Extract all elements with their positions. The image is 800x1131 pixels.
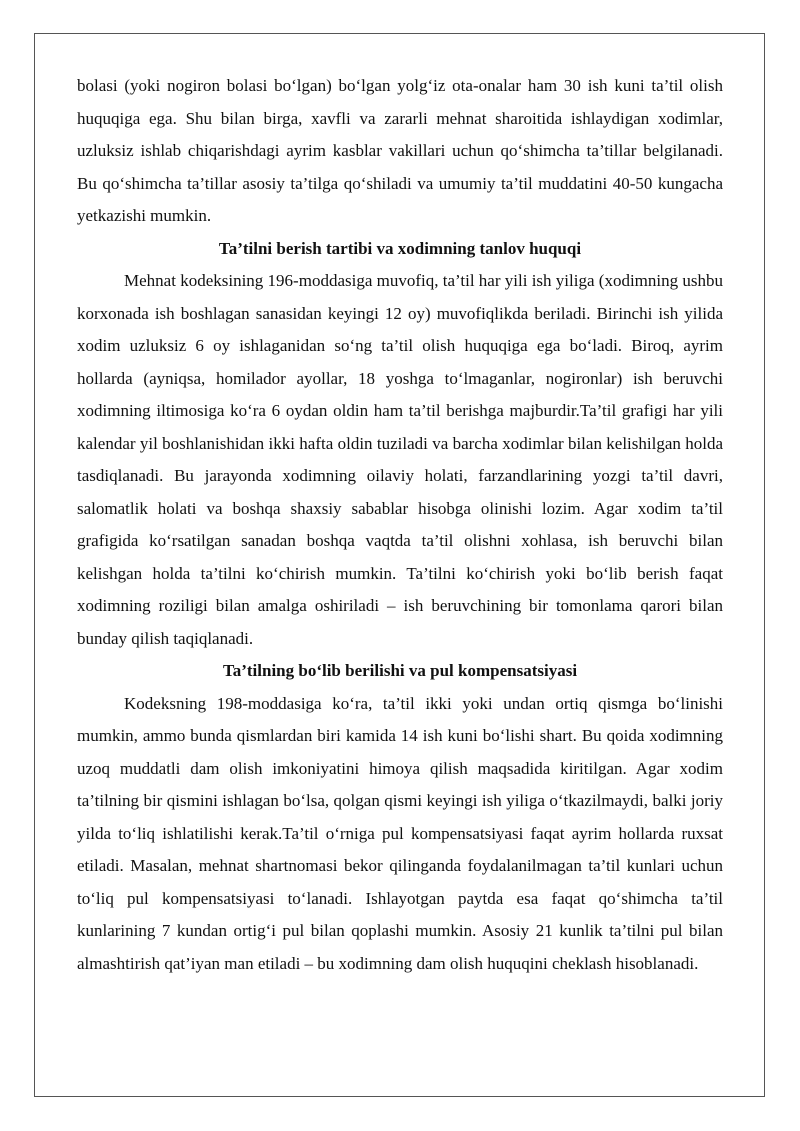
document-body <box>77 70 723 980</box>
paragraph-vacation-split: Kodeksning 198-moddasiga ko‘ra, ta’til ikki yoki undan ortiq qismga bo‘linishi mumkin, ammo bunda qismlardan biri kamida 14 ish kuni bo‘lishi shart. Bu qoida xodimning uzoq muddatli dam olish imkoniyatini himoya qilish maqsadida kiritilgan. Agar xodim ta’tilning bir qismini ishlagan bo‘lsa, qolgan qismi keyingi ish yiliga o‘tkazilmaydi, balki joriy yilda to‘liq ishlatilishi kerak.Ta’til o‘rniga pul kompensatsiyasi faqat ayrim hollarda ruxsat etiladi. Masalan, mehnat shartnomasi bekor qilinganda foydalanilmagan ta’til kunlari uchun to‘liq pul kompensatsiyasi to‘lanadi. Ishlayotgan paytda esa faqat qo‘shimcha ta’til kunlarining 7 kundan ortig‘i pul bilan qoplashi mumkin. Asosiy 21 kunlik ta’tilni pul bilan almashtirish qat’iyan man etiladi – bu xodimning dam olish huquqini cheklash hisoblanadi. <box>77 693 723 973</box>
paragraph-vacation-order: Mehnat kodeksining 196-moddasiga muvofiq, ta’til har yili ish yiliga (xodimning ushbu korxonada ish boshlagan sanasidan keyingi 12 oy) muvofiqlikda beriladi. Birinchi ish yilida xodim uzluksiz 6 oy ishlaganidan so‘ng ta’til olish huquqiga ega bo‘ladi. Biroq, ayrim hollarda (ayniqsa, homilador ayollar, 18 yoshga to‘lmaganlar, nogironlar) ish beruvchi xodimning iltimosiga ko‘ra 6 oydan oldin ham ta’til berishga majburdir.Ta’til grafigi har yili kalendar yil boshlanishidan ikki hafta oldin tuziladi va barcha xodimlar bilan kelishilgan holda tasdiqlanadi. Bu jarayonda xodimning oilaviy holati, farzandlarining yozgi ta’til davri, salomatlik holati va boshqa shaxsiy sabablar hisobga olinishi lozim. Agar xodim ta’til grafigida ko‘rsatilgan sanadan boshqa vaqtda ta’til olishni xohlasa, ish beruvchi bilan kelishgan holda ta’tilni ko‘chirish mumkin. Ta’tilni ko‘chirish yoki bo‘lib berish faqat xodimning roziligi bilan amalga oshiriladi – ish beruvchining bir tomonlama qarori bilan bunday qilish taqiqlanadi. <box>77 271 723 648</box>
paragraph-continuation: bolasi (yoki nogiron bolasi bo‘lgan) bo‘lgan yolg‘iz ota-onalar ham 30 ish kuni ta’til olish huquqiga ega. Shu bilan birga, xavfli va zararli mehnat sharoitida ishlaydigan xodimlar, uzluksiz ishlab chiqarishdagi ayrim kasblar vakillari uchun qo‘shimcha ta’tillar belgilanadi. Bu qo‘shimcha ta’tillar asosiy ta’tilga qo‘shiladi va umumiy ta’til muddatini 40-50 kungacha yetkazishi mumkin. <box>77 76 723 225</box>
section-heading-vacation-order: Ta’tilni berish tartibi va xodimning tanlov huquqi <box>218 238 582 258</box>
section-heading-vacation-split: Ta’tilning bo‘lib berilishi va pul kompensatsiyasi <box>222 661 578 680</box>
